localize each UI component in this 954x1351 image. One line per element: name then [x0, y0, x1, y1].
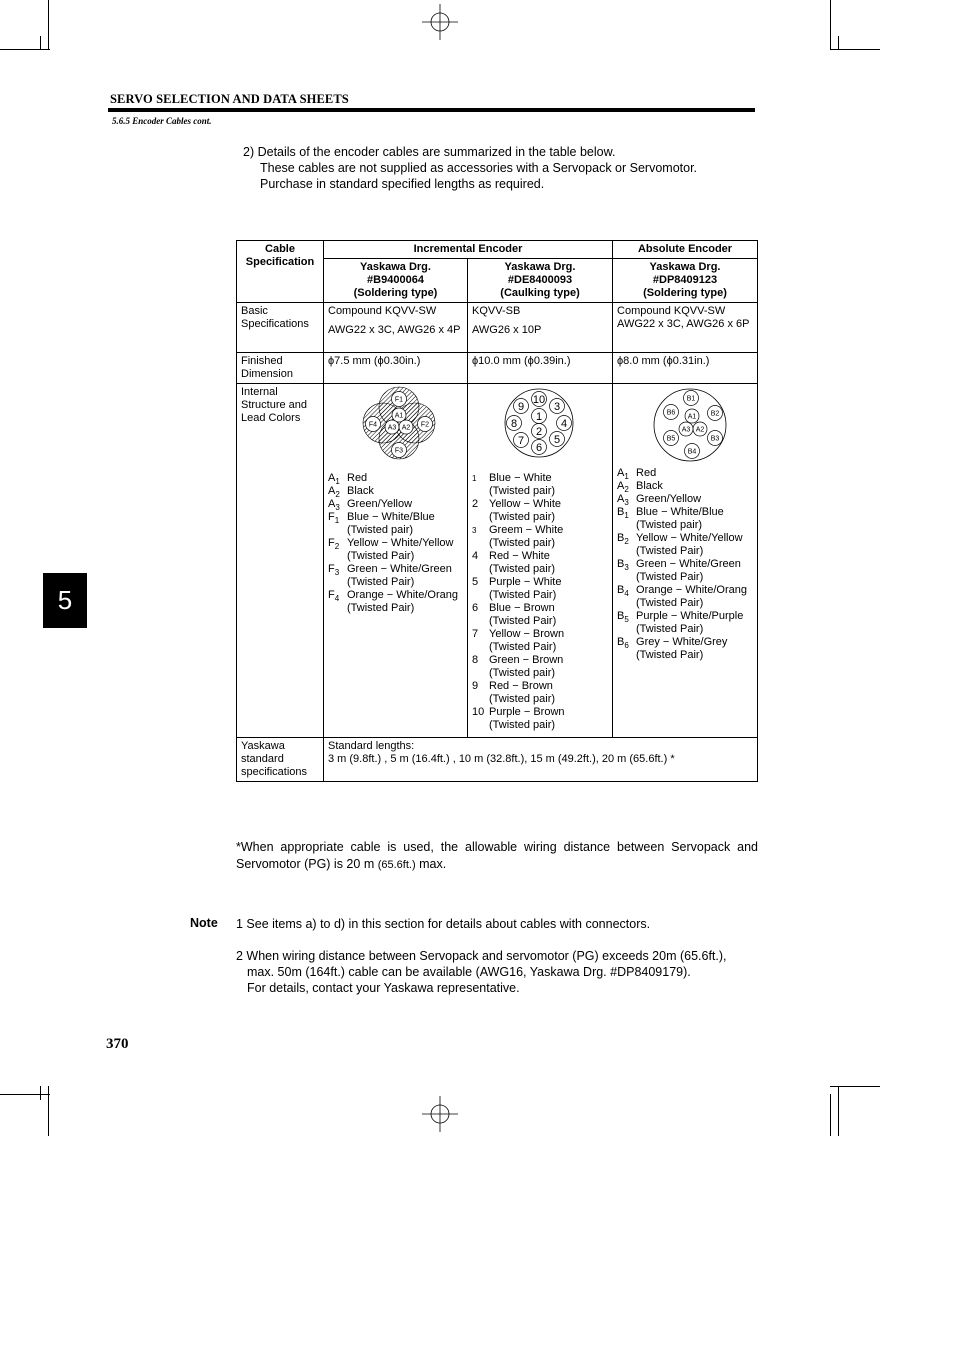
header-rule: [108, 108, 755, 112]
svg-text:F2: F2: [420, 421, 430, 429]
row-label-standard: Yaskawa standard specifications: [237, 738, 324, 782]
table-cell: [468, 384, 613, 738]
svg-text:9: 9: [517, 401, 525, 413]
list-item: $B_1$ Blue − White/Blue (Twisted pair): [617, 506, 724, 531]
svg-text:10: 10: [532, 394, 546, 406]
list-item: $B_2$ Yellow − White/Yellow (Twisted Pair): [617, 532, 743, 557]
table-cell: [613, 384, 758, 738]
table-row: [237, 241, 758, 259]
lead-list: [472, 472, 608, 732]
svg-text:1: 1: [535, 411, 543, 423]
svg-text:F1: F1: [394, 396, 404, 404]
intro-line-1: 2) Details of the encoder cables are summarized in the table below.: [243, 145, 616, 159]
list-item: $A_3$ Green/Yellow: [328, 498, 413, 513]
table-cell: [324, 384, 468, 738]
drawing-header: Yaskawa Drg. #DE8400093 (Caulking type): [468, 259, 613, 303]
table-cell: KQVV-SB AWG26 x 10P: [468, 303, 613, 353]
list-item: 4 Red − White (Twisted pair): [472, 550, 556, 575]
list-item: 3 Greem − White (Twisted pair): [472, 524, 564, 549]
table-cell: Compound KQVV-SW AWG22 x 3C, AWG26 x 6P: [613, 303, 758, 353]
list-item: $A_3$ Green/Yellow: [617, 493, 702, 508]
subsection-title: 5.6.5 Encoder Cables cont.: [112, 116, 212, 126]
list-item: $F_1$ Blue − White/Blue (Twisted pair): [328, 511, 435, 536]
list-item: 9 Red − Brown (Twisted pair): [472, 680, 556, 705]
encoder-cable-table: [236, 240, 758, 782]
list-item: $B_4$ Orange − White/Orang (Twisted Pair): [617, 584, 747, 609]
svg-text:4: 4: [560, 418, 568, 430]
column-header-incremental: Incremental Encoder: [324, 241, 613, 259]
chapter-tab: 5: [43, 573, 87, 628]
svg-text:2: 2: [535, 426, 543, 438]
list-item: 8 Green − Brown (Twisted pair): [472, 654, 564, 679]
note-2-line-1: 2 When wiring distance between Servopack and servomotor (PG) exceeds 20m (65.6ft.),: [236, 949, 727, 963]
registration-mark-top: [420, 4, 460, 40]
svg-text:6: 6: [535, 442, 543, 454]
list-item: $B_3$ Green − White/Green (Twisted Pair): [617, 558, 741, 583]
cable-cross-section-diagram: [472, 386, 608, 460]
list-item: 7 Yellow − Brown (Twisted Pair): [472, 628, 565, 653]
svg-text:B3: B3: [710, 435, 720, 443]
list-item: $F_2$ Yellow − White/Yellow (Twisted Pair): [328, 537, 454, 562]
intro-line-3: Purchase in standard specified lengths as required.: [260, 177, 545, 191]
footnote: *When appropriate cable is used, the allowable wiring distance between Servopack and Servomotor (PG) is 20 m (65.6ft.) max.: [236, 840, 758, 871]
table-row: [237, 738, 758, 782]
intro-line-2: These cables are not supplied as accessories with a Servopack or Servomotor.: [260, 161, 698, 175]
table-cell: ϕ8.0 mm (ϕ0.31in.): [613, 353, 758, 384]
list-item: 10 Purple − Brown (Twisted pair): [472, 706, 565, 731]
table-row: [237, 303, 758, 353]
svg-text:A1: A1: [394, 412, 404, 420]
column-header-absolute: Absolute Encoder: [613, 241, 758, 259]
column-header-spec: Cable Specification: [237, 241, 324, 303]
list-item: $A_1$ Red: [328, 472, 368, 487]
list-item: 2 Yellow − White (Twisted pair): [472, 498, 562, 523]
table-cell: Standard lengths: 3 m (9.8ft.) , 5 m (16.4ft.) , 10 m (32.8ft.), 15 m (49.2ft.), 20 m (65.6ft.) *: [324, 738, 758, 782]
note-1: 1 See items a) to d) in this section for details about cables with connectors.: [236, 917, 651, 931]
drawing-header: Yaskawa Drg. #DP8409123 (Soldering type): [613, 259, 758, 303]
cable-cross-section-diagram: [328, 386, 466, 462]
svg-text:B4: B4: [687, 448, 697, 456]
svg-text:B6: B6: [666, 409, 676, 417]
list-item: $B_5$ Purple − White/Purple (Twisted Pair): [617, 610, 744, 635]
note-2-line-2: max. 50m (164ft.) cable can be available (AWG16, Yaskawa Drg. #DP8409179).: [247, 965, 691, 979]
svg-text:A3: A3: [681, 426, 691, 434]
row-label-internal: Internal Structure and Lead Colors: [237, 384, 324, 738]
table-cell: ϕ7.5 mm (ϕ0.30in.): [324, 353, 468, 384]
svg-text:B5: B5: [666, 435, 676, 443]
svg-text:3: 3: [553, 401, 561, 413]
svg-text:7: 7: [517, 435, 525, 447]
list-item: $F_4$ Orange − White/Orang (Twisted Pair): [328, 589, 458, 614]
section-title: SERVO SELECTION AND DATA SHEETS: [110, 92, 349, 106]
svg-text:A2: A2: [695, 426, 705, 434]
svg-text:B2: B2: [710, 410, 720, 418]
registration-mark-bottom: [420, 1096, 460, 1132]
svg-text:A2: A2: [401, 424, 411, 432]
table-cell: Compound KQVV-SW AWG22 x 3C, AWG26 x 4P: [324, 303, 468, 353]
list-item: $A_2$ Black: [617, 480, 663, 495]
page-number: 370: [106, 1036, 129, 1052]
table-row: [237, 353, 758, 384]
list-item: $B_6$ Grey − White/Grey (Twisted Pair): [617, 636, 728, 661]
cable-cross-section-diagram: [617, 386, 753, 462]
list-item: $A_1$ Red: [617, 467, 657, 482]
svg-text:8: 8: [510, 418, 518, 430]
row-label-basic: Basic Specifications: [237, 303, 324, 353]
list-item: 1 Blue − White (Twisted pair): [472, 472, 556, 497]
drawing-header: Yaskawa Drg. #B9400064 (Soldering type): [324, 259, 468, 303]
svg-text:F3: F3: [394, 447, 404, 455]
table-cell: ϕ10.0 mm (ϕ0.39in.): [468, 353, 613, 384]
row-label-finished: Finished Dimension: [237, 353, 324, 384]
lead-list: [617, 467, 753, 662]
note-2-line-3: For details, contact your Yaskawa representative.: [247, 981, 520, 995]
svg-text:A3: A3: [387, 424, 397, 432]
note-label: Note: [190, 916, 218, 930]
lead-list: [328, 472, 467, 615]
list-item: 6 Blue − Brown (Twisted Pair): [472, 602, 557, 627]
svg-text:A1: A1: [687, 413, 697, 421]
list-item: 5 Purple − White (Twisted Pair): [472, 576, 562, 601]
table-row: [237, 384, 758, 738]
svg-text:B1: B1: [686, 395, 696, 403]
svg-text:F4: F4: [368, 421, 378, 429]
list-item: $F_3$ Green − White/Green (Twisted Pair): [328, 563, 452, 588]
list-item: $A_2$ Black: [328, 485, 374, 500]
svg-text:5: 5: [553, 434, 561, 446]
